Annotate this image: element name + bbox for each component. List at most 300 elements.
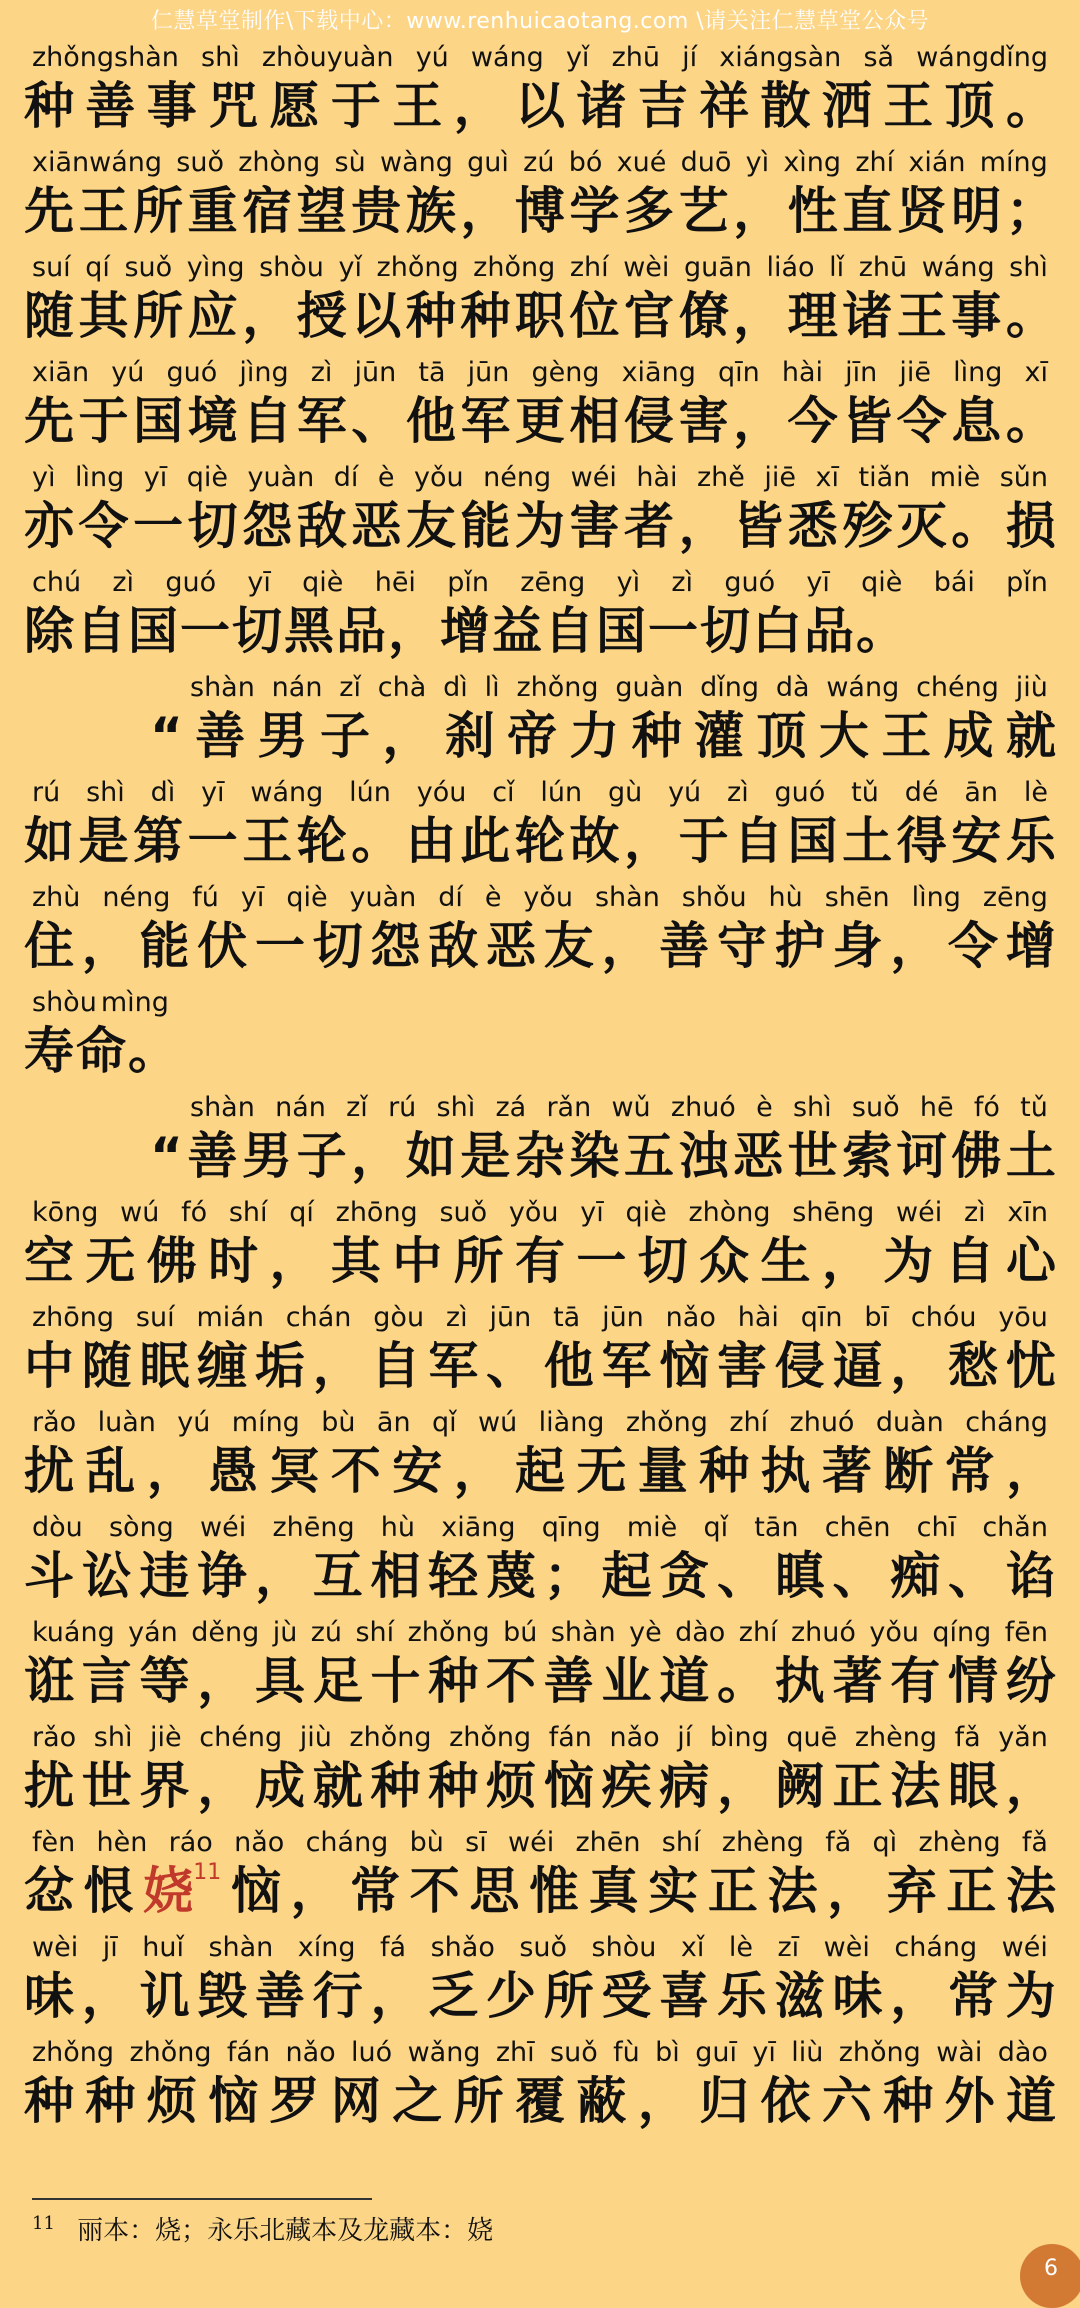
hanzi-char: 吉 xyxy=(637,77,688,135)
pinyin-syllable: lǐ xyxy=(829,252,845,283)
pinyin-syllable: jiè xyxy=(150,1722,182,1753)
pinyin-syllable: wáng xyxy=(250,777,324,808)
hanzi-char: 能 xyxy=(460,497,511,555)
pinyin-syllable: zhòuyuàn xyxy=(261,42,394,73)
hanzi-char: 切 xyxy=(232,602,282,660)
hanzi-char: ， xyxy=(269,1232,320,1290)
pinyin-syllable: hài xyxy=(737,1302,779,1333)
pinyin-syllable: rǎo xyxy=(32,1407,77,1438)
hanzi-char: ， xyxy=(290,1862,341,1920)
hanzi-char: 种 xyxy=(370,1757,421,1815)
pinyin-syllable: zhǒng xyxy=(32,2037,115,2068)
hanzi-char: 执 xyxy=(760,1442,811,1500)
pinyin-syllable: gòu xyxy=(373,1302,425,1333)
pinyin-syllable: sī xyxy=(465,1827,487,1858)
hanzi-char: 六 xyxy=(821,2072,872,2130)
hanzi-char: 种 xyxy=(405,287,456,345)
hanzi-char: 位 xyxy=(569,287,620,345)
hanzi-char: 授 xyxy=(296,287,347,345)
pinyin-syllable: quē xyxy=(786,1722,838,1753)
hanzi-char: 起 xyxy=(515,1442,565,1500)
pinyin-syllable: xián xyxy=(908,147,966,178)
hanzi-char: 愿 xyxy=(269,77,320,135)
hanzi-char: 善 xyxy=(659,917,710,975)
hanzi-char: 病 xyxy=(659,1757,710,1815)
text-line xyxy=(0,985,1080,1091)
hanzi-char: 。 xyxy=(1005,287,1056,345)
hanzi-char: 、 xyxy=(351,392,402,450)
hanzi-char: 佛 xyxy=(146,1232,197,1290)
hanzi-row xyxy=(24,1225,1056,1297)
hanzi-char: 贪 xyxy=(659,1547,710,1605)
pinyin-syllable: jūn xyxy=(354,357,397,388)
hanzi-char: 不 xyxy=(330,1442,381,1500)
hanzi-char: 第 xyxy=(133,812,184,870)
pinyin-syllable: fù xyxy=(613,2037,640,2068)
hanzi-char: 眠 xyxy=(139,1337,190,1395)
pinyin-syllable: zhuó xyxy=(789,1407,855,1438)
hanzi-char: 不 xyxy=(486,1652,536,1710)
pinyin-syllable: wáng xyxy=(921,252,995,283)
hanzi-char: 今 xyxy=(787,392,838,450)
hanzi-char: 自 xyxy=(242,392,293,450)
hanzi-char: 瞋 xyxy=(774,1547,825,1605)
pinyin-syllable: nǎo xyxy=(285,2037,336,2068)
pinyin-syllable: kuáng xyxy=(32,1617,115,1648)
hanzi-row xyxy=(24,490,1056,562)
pinyin-syllable: tiǎn xyxy=(858,462,911,493)
hanzi-char: 所 xyxy=(133,287,184,345)
pinyin-syllable: zhí xyxy=(569,252,609,283)
pinyin-syllable: lún xyxy=(540,777,583,808)
hanzi-row xyxy=(24,70,1056,142)
hanzi-char: 安 xyxy=(951,812,1002,870)
pinyin-syllable: zhèng xyxy=(721,1827,804,1858)
pinyin-syllable: dào xyxy=(997,2037,1048,2068)
pinyin-syllable: gù xyxy=(607,777,643,808)
hanzi-char: 愚 xyxy=(208,1442,259,1500)
pinyin-syllable: zēng xyxy=(982,882,1048,913)
pinyin-syllable: shí xyxy=(355,1617,395,1648)
pinyin-syllable: fá xyxy=(380,1932,407,1963)
pinyin-syllable: suǒ xyxy=(519,1932,568,1963)
hanzi-char: 切 xyxy=(187,497,238,555)
hanzi-char: 切 xyxy=(637,1232,688,1290)
hanzi-row xyxy=(24,805,1056,877)
hanzi-char: 中 xyxy=(24,1337,74,1395)
pinyin-syllable: rú xyxy=(32,777,61,808)
pinyin-syllable: shì xyxy=(1009,252,1048,283)
pinyin-syllable: huǐ xyxy=(142,1932,184,1963)
pinyin-syllable: bú xyxy=(503,1617,538,1648)
pinyin-syllable: lìng xyxy=(953,357,1003,388)
footnote-divider xyxy=(32,2198,372,2200)
hanzi-char: 真 xyxy=(588,1862,639,1920)
pinyin-syllable: yī xyxy=(580,1197,604,1228)
hanzi-char: 大 xyxy=(818,707,869,765)
pinyin-syllable: shēng xyxy=(792,1197,875,1228)
pinyin-syllable: zhě xyxy=(697,462,745,493)
pinyin-syllable: qiè xyxy=(286,882,328,913)
hanzi-char: 忧 xyxy=(1005,1337,1056,1395)
hanzi-char: 悉 xyxy=(787,497,838,555)
text-line xyxy=(0,1825,1080,1931)
hanzi-char: 王 xyxy=(392,77,443,135)
hanzi-char: 以 xyxy=(515,77,565,135)
pinyin-syllable: yī xyxy=(247,567,271,598)
hanzi-char: 直 xyxy=(842,182,893,240)
hanzi-char: 土 xyxy=(842,812,893,870)
pinyin-syllable: luàn xyxy=(97,1407,156,1438)
hanzi-char: 痴 xyxy=(890,1547,941,1605)
pinyin-syllable: qīn xyxy=(717,357,760,388)
pinyin-syllable: zhǒng xyxy=(349,1722,432,1753)
pinyin-syllable: xiān xyxy=(32,357,90,388)
pinyin-syllable: míng xyxy=(979,147,1048,178)
hanzi-row xyxy=(24,2065,1056,2137)
footnote-reference[interactable]: 11 xyxy=(193,1860,222,1885)
hanzi-char: 佛 xyxy=(951,1127,1002,1185)
hanzi-char: 官 xyxy=(624,287,675,345)
pinyin-syllable: yán xyxy=(128,1617,178,1648)
hanzi-char: 法 xyxy=(890,1757,941,1815)
footnote-number: 11 xyxy=(32,2213,55,2235)
hanzi-char: 法 xyxy=(767,1862,818,1920)
hanzi-char: 诸 xyxy=(842,287,893,345)
pinyin-syllable: jiù xyxy=(299,1722,332,1753)
hanzi-char: 境 xyxy=(187,392,238,450)
hanzi-char: 所 xyxy=(133,182,184,240)
hanzi-char: 伏 xyxy=(197,917,248,975)
hanzi-char: 逼 xyxy=(832,1337,883,1395)
hanzi-char: 少 xyxy=(486,1967,536,2025)
hanzi-char: 乏 xyxy=(428,1967,479,2025)
pinyin-syllable: qǐ xyxy=(703,1512,729,1543)
hanzi-char: ， xyxy=(601,917,652,975)
pinyin-syllable: bù xyxy=(409,1827,444,1858)
pinyin-syllable: qí xyxy=(289,1197,314,1228)
pinyin-syllable: shàn xyxy=(208,1932,274,1963)
hanzi-row xyxy=(150,700,1056,772)
hanzi-char: 种 xyxy=(460,287,511,345)
pinyin-syllable: xī xyxy=(815,462,840,493)
hanzi-char: 思 xyxy=(469,1862,520,1920)
pinyin-syllable: shì xyxy=(86,777,125,808)
hanzi-char: 有 xyxy=(890,1652,941,1710)
pinyin-syllable: dì xyxy=(443,672,468,703)
hanzi-char: 。 xyxy=(351,812,402,870)
pinyin-syllable: yú xyxy=(415,42,449,73)
pinyin-syllable: zhǒng xyxy=(625,1407,708,1438)
pinyin-syllable: ān xyxy=(376,1407,411,1438)
pinyin-syllable: fèn xyxy=(32,1827,76,1858)
pinyin-syllable: chóu xyxy=(910,1302,977,1333)
hanzi-char: 恼 xyxy=(543,1757,594,1815)
hanzi-char: 随 xyxy=(24,287,74,345)
hanzi-char: 此 xyxy=(460,812,511,870)
hanzi-char: 无 xyxy=(85,1232,136,1290)
pinyin-syllable: děng xyxy=(191,1617,260,1648)
pinyin-syllable: bī xyxy=(864,1302,889,1333)
pinyin-syllable: è xyxy=(756,1092,773,1123)
pinyin-syllable: jūn xyxy=(602,1302,644,1333)
hanzi-char: 能 xyxy=(139,917,190,975)
hanzi-char: 寿 xyxy=(24,1022,74,1080)
pinyin-syllable: zhōng xyxy=(335,1197,418,1228)
pinyin-syllable: zhǒng xyxy=(516,672,599,703)
hanzi-char: 其 xyxy=(330,1232,381,1290)
pinyin-syllable: yǒu xyxy=(414,462,464,493)
hanzi-char: ； xyxy=(543,1547,594,1605)
pinyin-syllable: chéng xyxy=(199,1722,283,1753)
pinyin-syllable: chú xyxy=(32,567,82,598)
hanzi-char: 恶 xyxy=(351,497,402,555)
pinyin-syllable: xiāng xyxy=(441,1512,516,1543)
hanzi-char: 如 xyxy=(405,1127,456,1185)
hanzi-char: 生 xyxy=(760,1232,811,1290)
pinyin-syllable: bái xyxy=(933,567,975,598)
pinyin-syllable: shàn xyxy=(594,882,660,913)
hanzi-char: 轮 xyxy=(296,812,347,870)
pinyin-syllable: chà xyxy=(377,672,427,703)
pinyin-syllable: qí xyxy=(85,252,110,283)
hanzi-row xyxy=(24,1750,1056,1822)
footnote xyxy=(32,2210,493,2247)
hanzi-char: 皆 xyxy=(842,392,893,450)
pinyin-syllable: yǐ xyxy=(565,42,590,73)
hanzi-char: 一 xyxy=(648,602,698,660)
pinyin-syllable: cháng xyxy=(965,1407,1048,1438)
pinyin-syllable: bì xyxy=(655,2037,680,2068)
pinyin-syllable: liáo xyxy=(766,252,815,283)
hanzi-char: 增 xyxy=(440,602,490,660)
hanzi-char: ， xyxy=(717,1757,767,1815)
text-line xyxy=(0,2035,1080,2141)
hanzi-char: 如 xyxy=(24,812,74,870)
pinyin-syllable: tān xyxy=(754,1512,799,1543)
hanzi-char: 是 xyxy=(460,1127,511,1185)
hanzi-char: 自 xyxy=(76,602,126,660)
pinyin-syllable: zhǒng xyxy=(376,252,459,283)
hanzi-char: 。 xyxy=(1006,77,1056,135)
pinyin-syllable: xiānwáng xyxy=(32,147,163,178)
footnote-text: 丽本：烧；永乐北藏本及龙藏本：娆 xyxy=(77,2216,494,2246)
pinyin-syllable: nán xyxy=(271,672,323,703)
hanzi-char: 轮 xyxy=(514,812,565,870)
hanzi-char: 顶 xyxy=(944,77,995,135)
hanzi-char: 军 xyxy=(460,392,511,450)
pinyin-syllable: zì xyxy=(727,777,749,808)
hanzi-char: 艺 xyxy=(678,182,729,240)
hanzi-char: 军 xyxy=(296,392,347,450)
pinyin-syllable: yī xyxy=(143,462,168,493)
pinyin-syllable: zhēng xyxy=(272,1512,355,1543)
hanzi-char: 咒 xyxy=(208,77,259,135)
hanzi-char: 故 xyxy=(569,812,620,870)
hanzi-char: 令 xyxy=(896,392,947,450)
hanzi-char: ， xyxy=(890,917,941,975)
hanzi-char: 种 xyxy=(631,707,682,765)
pinyin-syllable: chēn xyxy=(824,1512,891,1543)
pinyin-syllable: wéi xyxy=(200,1512,247,1543)
hanzi-char: 毁 xyxy=(197,1967,248,2025)
text-line xyxy=(0,40,1080,146)
hanzi-char: 安 xyxy=(392,1442,443,1500)
pinyin-syllable: guó xyxy=(165,567,217,598)
hanzi-char: 息 xyxy=(951,392,1002,450)
hanzi-char: ， xyxy=(197,1652,248,1710)
hanzi-char: 切 xyxy=(312,917,363,975)
hanzi-char: 世 xyxy=(81,1757,132,1815)
hanzi-char: ， xyxy=(197,1757,248,1815)
hanzi-char: 网 xyxy=(330,2072,381,2130)
hanzi-char: 眼 xyxy=(948,1757,998,1815)
pinyin-syllable: lìng xyxy=(74,462,125,493)
pinyin-syllable: zhǒng xyxy=(838,2037,921,2068)
pinyin-syllable: shàn xyxy=(550,1617,616,1648)
hanzi-char: 垢 xyxy=(255,1337,305,1395)
pinyin-syllable: hē xyxy=(919,1092,954,1123)
hanzi-char: 烦 xyxy=(486,1757,536,1815)
hanzi-char: 祥 xyxy=(699,77,750,135)
hanzi-char: ， xyxy=(733,392,784,450)
hanzi-char: 诤 xyxy=(197,1547,248,1605)
hanzi-char: ， xyxy=(81,1967,132,2025)
hanzi-char: ， xyxy=(351,1127,402,1185)
pinyin-syllable: zī xyxy=(777,1932,800,1963)
hanzi-row xyxy=(150,1120,1056,1192)
pinyin-syllable: qiè xyxy=(861,567,903,598)
hanzi-char: 刹 xyxy=(444,707,495,765)
pinyin-syllable: fǎ xyxy=(1021,1827,1048,1858)
hanzi-char: 扰 xyxy=(24,1757,74,1815)
pinyin-syllable: chán xyxy=(285,1302,352,1333)
pinyin-syllable: shì xyxy=(436,1092,476,1123)
hanzi-char: 害 xyxy=(717,1337,767,1395)
pinyin-syllable: duàn xyxy=(875,1407,944,1438)
hanzi-char: 男 xyxy=(242,1127,292,1185)
hanzi-char: 贵 xyxy=(351,182,402,240)
pinyin-syllable: lìng xyxy=(911,882,961,913)
hanzi-char: 敌 xyxy=(428,917,479,975)
hanzi-row xyxy=(24,1435,1056,1507)
pinyin-syllable: nǎo xyxy=(665,1302,716,1333)
pinyin-syllable: suí xyxy=(135,1302,175,1333)
pinyin-syllable: wéi xyxy=(570,462,617,493)
hanzi-char: 不 xyxy=(409,1862,460,1920)
pinyin-syllable: wú xyxy=(478,1407,518,1438)
hanzi-char: 住 xyxy=(24,917,74,975)
hanzi-char: 性 xyxy=(787,182,838,240)
pinyin-syllable: wǎng xyxy=(407,2037,481,2068)
pinyin-syllable: suí xyxy=(32,252,71,283)
pinyin-syllable: zhèng xyxy=(854,1722,937,1753)
hanzi-char: 军 xyxy=(601,1337,652,1395)
hanzi-char: 等 xyxy=(139,1652,190,1710)
hanzi-char: 、 xyxy=(948,1547,998,1605)
hanzi-char: ， xyxy=(81,917,132,975)
pinyin-syllable: fó xyxy=(973,1092,1000,1123)
hanzi-char: 覆 xyxy=(515,2072,565,2130)
pinyin-syllable: yì xyxy=(32,462,56,493)
pinyin-syllable: zì xyxy=(963,1197,986,1228)
pinyin-syllable: hù xyxy=(768,882,803,913)
hanzi-char: 令 xyxy=(78,497,129,555)
pinyin-syllable: hù xyxy=(380,1512,416,1543)
hanzi-char: 一 xyxy=(576,1232,627,1290)
hanzi-char: 于 xyxy=(78,392,129,450)
hanzi-char: 自 xyxy=(733,812,784,870)
hanzi-char: 十 xyxy=(370,1652,421,1710)
hanzi-char: 娆 xyxy=(143,1862,194,1920)
hanzi-char: 相 xyxy=(370,1547,421,1605)
hanzi-char: 殄 xyxy=(842,497,893,555)
hanzi-char: 善 xyxy=(187,1127,238,1185)
pinyin-syllable: dào xyxy=(675,1617,726,1648)
pinyin-syllable: mìng xyxy=(100,987,169,1018)
pinyin-syllable: zhù xyxy=(32,882,81,913)
hanzi-row xyxy=(24,385,1056,457)
hanzi-char: 相 xyxy=(569,392,620,450)
hanzi-char: 品 xyxy=(804,602,854,660)
hanzi-char: 讼 xyxy=(81,1547,132,1605)
hanzi-char: 。 xyxy=(1005,392,1056,450)
hanzi-char: ， xyxy=(733,182,784,240)
pinyin-syllable: nǎo xyxy=(609,1722,660,1753)
pinyin-syllable: hèn xyxy=(96,1827,148,1858)
hanzi-char: 一 xyxy=(133,497,184,555)
hanzi-char: 事 xyxy=(146,77,197,135)
watermark-header: 仁慧草堂制作\下载中心：www.renhuicaotang.com \请关注仁慧草堂公众号 xyxy=(150,9,930,34)
pinyin-syllable: yè xyxy=(629,1617,662,1648)
hanzi-char: 土 xyxy=(1005,1127,1056,1185)
pinyin-syllable: gèng xyxy=(531,357,600,388)
hanzi-char: 力 xyxy=(569,707,620,765)
hanzi-char: 之 xyxy=(392,2072,443,2130)
hanzi-char: 弃 xyxy=(886,1862,937,1920)
hanzi-char: 乐 xyxy=(717,1967,767,2025)
hanzi-char: 受 xyxy=(601,1967,652,2025)
pinyin-syllable: shòu xyxy=(32,987,97,1018)
pinyin-syllable: shì xyxy=(93,1722,133,1753)
pinyin-syllable: rǎo xyxy=(32,1722,77,1753)
pinyin-syllable: sǎ xyxy=(863,42,895,73)
pinyin-syllable: dòu xyxy=(32,1512,83,1543)
pinyin-syllable: dì xyxy=(150,777,176,808)
pinyin-syllable: kōng xyxy=(32,1197,99,1228)
hanzi-char: 重 xyxy=(187,182,238,240)
hanzi-row xyxy=(24,1015,1056,1087)
hanzi-row xyxy=(24,910,1056,982)
hanzi-char: ， xyxy=(733,287,784,345)
pinyin-syllable: fǎ xyxy=(954,1722,981,1753)
hanzi-char: 族 xyxy=(405,182,456,240)
hanzi-char: 除 xyxy=(24,602,74,660)
pinyin-syllable: xǐ xyxy=(680,1932,705,1963)
hanzi-char: ， xyxy=(255,1547,305,1605)
pinyin-syllable: zhí xyxy=(855,147,895,178)
pinyin-syllable: zhǒng xyxy=(129,2037,212,2068)
pinyin-syllable: bù xyxy=(321,1407,356,1438)
hanzi-char: 忿 xyxy=(24,1862,74,1920)
hanzi-char: “ xyxy=(150,1127,183,1185)
hanzi-char: 恼 xyxy=(659,1337,710,1395)
hanzi-char: 。 xyxy=(856,602,906,660)
hanzi-row xyxy=(24,1855,1056,1927)
pinyin-syllable: shì xyxy=(201,42,240,73)
pinyin-syllable: wáng xyxy=(826,672,900,703)
hanzi-char: 所 xyxy=(543,1967,594,2025)
